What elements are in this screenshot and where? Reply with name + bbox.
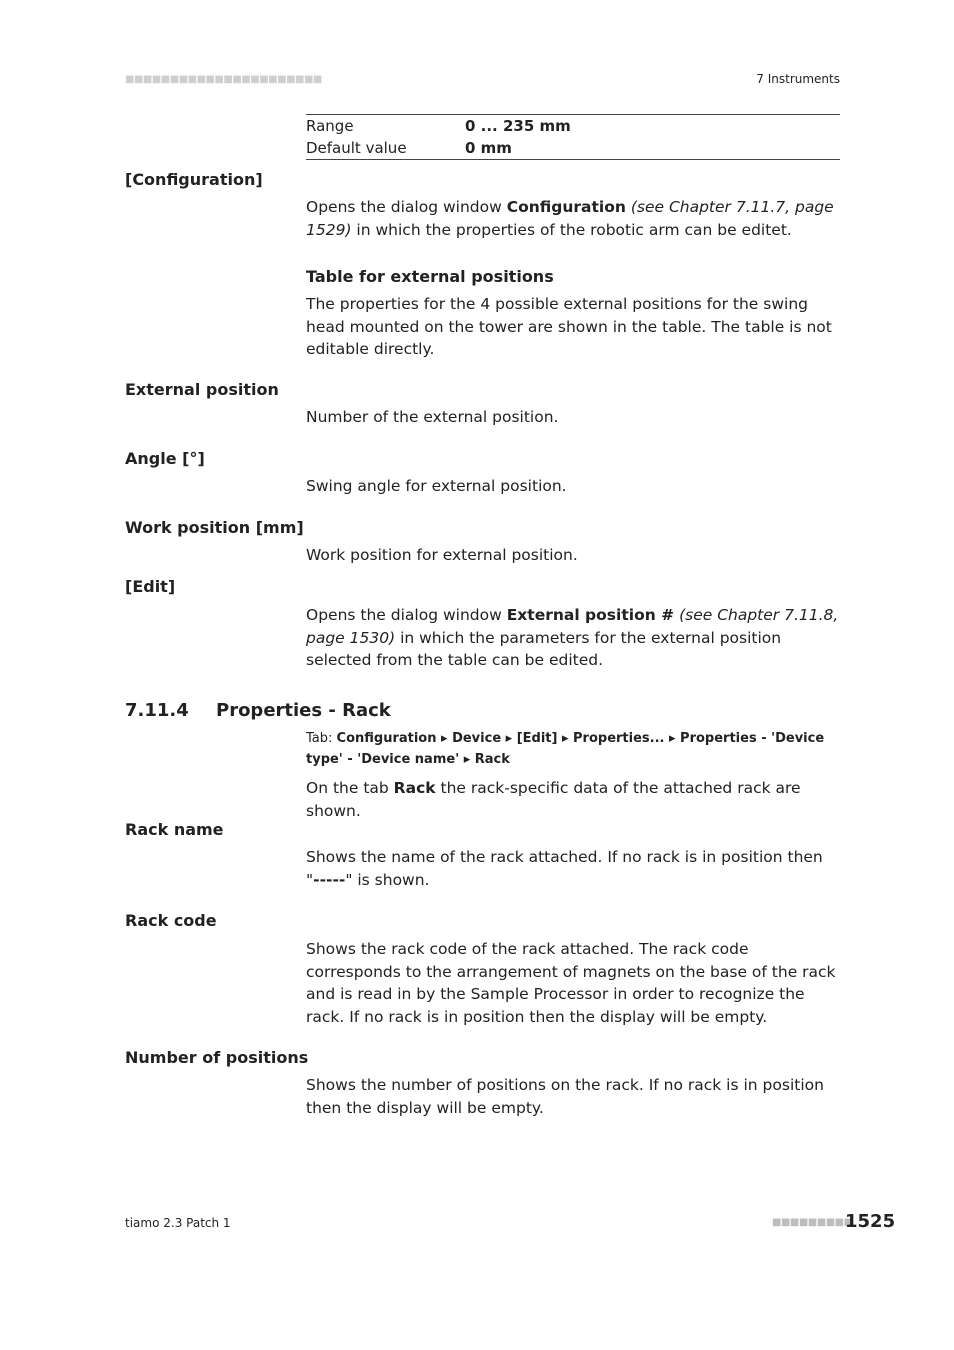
term-configuration: [Configuration] [125, 170, 263, 189]
desc-angle: Swing angle for external position. [306, 477, 567, 495]
cross-reference-link[interactable]: (see Chapter 7.11.8, page 1530) [306, 606, 839, 647]
table-row [306, 137, 840, 159]
term-work-position: Work position [mm] [125, 518, 304, 537]
footer-product: tiamo 2.3 Patch 1 [125, 1216, 231, 1230]
tab-path-prefix: Tab: [306, 731, 337, 746]
section-number: 7.11.4 [125, 700, 189, 721]
footer-decoration: ■■■■■■■■■ [772, 1217, 853, 1228]
desc-number-of-positions: Shows the number of positions on the rack. If no rack is in position then the display will be empty. [306, 1076, 824, 1117]
section-title: Properties - Rack [216, 700, 391, 721]
table-row [306, 115, 840, 137]
table-key: Range [306, 117, 354, 135]
desc-rack-intro [306, 777, 840, 822]
table-value: 0 mm [465, 139, 512, 157]
subheading-table-external: Table for external positions [306, 267, 554, 286]
desc-edit [306, 604, 840, 672]
desc-bold: ----- [313, 870, 346, 889]
desc-configuration [306, 196, 840, 241]
header-decoration: ■■■■■■■■■■■■■■■■■■■■■■ [125, 74, 322, 85]
cross-reference-link[interactable]: (see Chapter 7.11.7, page 1529) [306, 198, 834, 239]
term-angle: Angle [°] [125, 449, 205, 468]
desc-table-external: The properties for the 4 possible external positions for the swing head mounted on the tower are shown in the table. The table is not editable directly. [306, 295, 832, 358]
desc-bold: Configuration [506, 198, 626, 216]
parameter-table [306, 114, 840, 160]
desc-text: Shows the name of the rack attached. If no rack is in position then " [306, 848, 823, 889]
desc-text: in which the parameters for the external position selected from the table can be edited. [306, 628, 782, 669]
term-number-of-positions: Number of positions [125, 1048, 309, 1067]
term-rack-code: Rack code [125, 911, 217, 930]
chapter-title: 7 Instruments [756, 72, 840, 86]
desc-external-position: Number of the external position. [306, 408, 559, 426]
desc-text: Opens the dialog window [306, 606, 507, 624]
desc-bold: External position # [506, 606, 675, 624]
table-key: Default value [306, 139, 407, 157]
desc-bold: Rack [393, 779, 436, 797]
desc-work-position: Work position for external position. [306, 546, 578, 564]
desc-text: Opens the dialog window [306, 198, 507, 216]
term-external-position: External position [125, 380, 279, 399]
term-rack-name: Rack name [125, 820, 224, 839]
term-edit: [Edit] [125, 577, 176, 596]
desc-text: the rack-specific data of the attached rack are shown. [306, 779, 801, 820]
desc-rack-name [306, 846, 840, 891]
section-heading [125, 700, 391, 721]
desc-rack-code: Shows the rack code of the rack attached. The rack code corresponds to the arrangement of magnets on the base of the rack and is read in by the Sample Processor in order to recognize the rack. If no rack is in position then the display will be empty. [306, 940, 836, 1026]
desc-text: " is shown. [345, 870, 430, 889]
desc-text: On the tab [306, 779, 394, 797]
page-number: 1525 [845, 1211, 896, 1232]
table-value: 0 ... 235 mm [465, 117, 571, 135]
desc-text: in which the properties of the robotic arm can be editet. [351, 220, 792, 239]
tab-path-steps: Configuration ▸ Device ▸ [Edit] ▸ Properties... ▸ Properties - 'Device type' - 'Device name' ▸ Rack [306, 731, 825, 767]
tab-path [306, 728, 840, 770]
